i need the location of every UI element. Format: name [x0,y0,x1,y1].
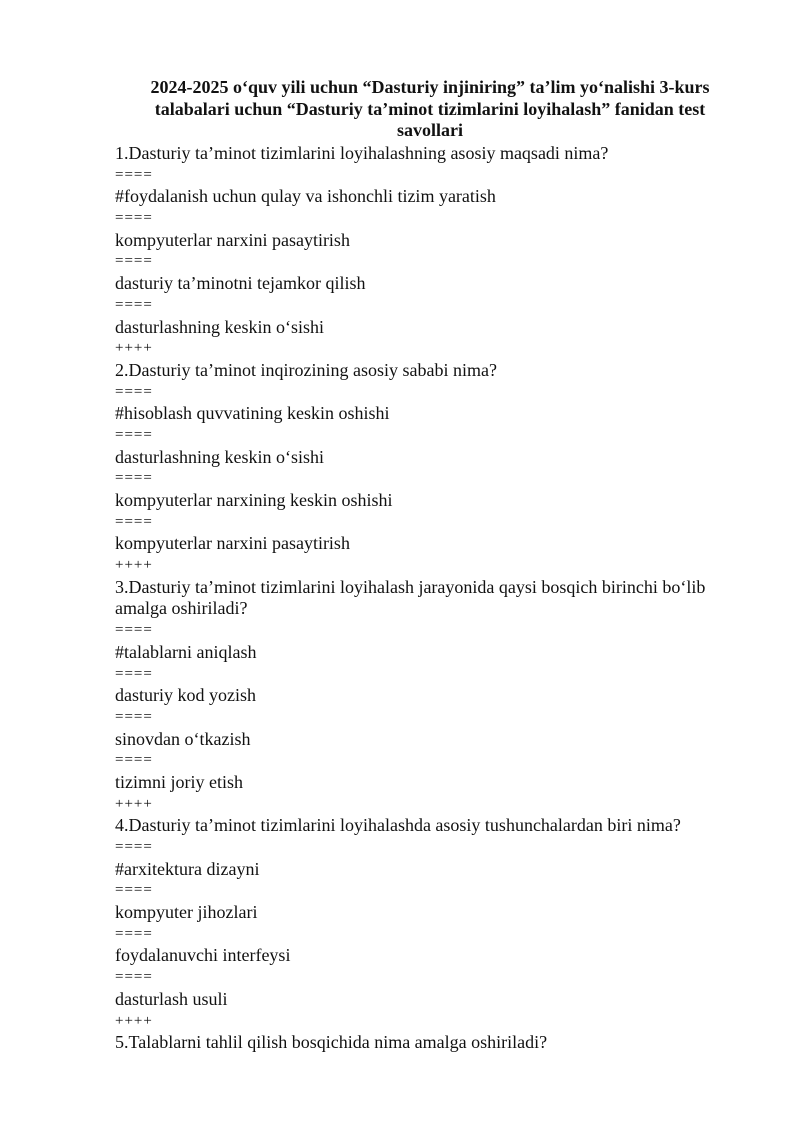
answer-option: kompyuterlar narxini pasaytirish [115,229,350,250]
answer-correct: #hisoblash quvvatining keskin oshishi [115,403,390,424]
separator: ==== [115,166,153,183]
separator: ==== [115,513,153,530]
separator: ==== [115,426,153,443]
answer-option: dasturlashning keskin o‘sishi [115,446,324,467]
question-text: 4.Dasturiy ta’minot tizimlarini loyihalashda asosiy tushunchalardan biri nima? [115,815,681,836]
answer-option: dasturiy ta’minotni tejamkor qilish [115,273,366,294]
end-marker: ++++ [115,557,153,574]
answer-correct: #arxitektura dizayni [115,858,260,879]
end-marker: ++++ [115,1012,153,1029]
separator: ==== [115,470,153,487]
end-marker: ++++ [115,795,153,812]
answer-option: tizimni joriy etish [115,771,243,792]
separator: ==== [115,210,153,227]
separator: ==== [115,665,153,682]
separator: ==== [115,708,153,725]
questions-body [115,143,755,1054]
separator: ==== [115,296,153,313]
separator: ==== [115,839,153,856]
separator: ==== [115,253,153,270]
answer-option: kompyuter jihozlari [115,902,258,923]
answer-option: dasturlash usuli [115,988,228,1009]
separator: ==== [115,752,153,769]
end-marker: ++++ [115,340,153,357]
question-text: 2.Dasturiy ta’minot inqirozining asosiy sababi nima? [115,359,497,380]
answer-correct: #foydalanish uchun qulay va ishonchli tizim yaratish [115,186,496,207]
answer-option: dasturiy kod yozish [115,685,256,706]
separator: ==== [115,383,153,400]
answer-correct: #talablarni aniqlash [115,641,257,662]
answer-option: sinovdan o‘tkazish [115,728,251,749]
question-text: 5.Talablarni tahlil qilish bosqichida nima amalga oshiriladi? [115,1032,548,1053]
separator: ==== [115,969,153,986]
document-title: 2024-2025 o‘quv yili uchun “Dasturiy injiniring” ta’lim yo‘nalishi 3-kurs talabalari uchun “Dasturiy ta’minot tizimlarini loyihalash” fanidan test savollari [150,77,710,141]
separator: ==== [115,622,153,639]
question-text: 3.Dasturiy ta’minot tizimlarini loyihalash jarayonida qaysi bosqich birinchi bo‘lib amalga oshiriladi? [115,576,706,619]
separator: ==== [115,925,153,942]
answer-option: foydalanuvchi interfeysi [115,945,291,966]
answer-option: kompyuterlar narxini pasaytirish [115,533,350,554]
answer-option: kompyuterlar narxining keskin oshishi [115,490,393,510]
separator: ==== [115,882,153,899]
answer-option: dasturlashning keskin o‘sishi [115,316,324,337]
question-text: 1.Dasturiy ta’minot tizimlarini loyihalashning asosiy maqsadi nima? [115,143,609,163]
